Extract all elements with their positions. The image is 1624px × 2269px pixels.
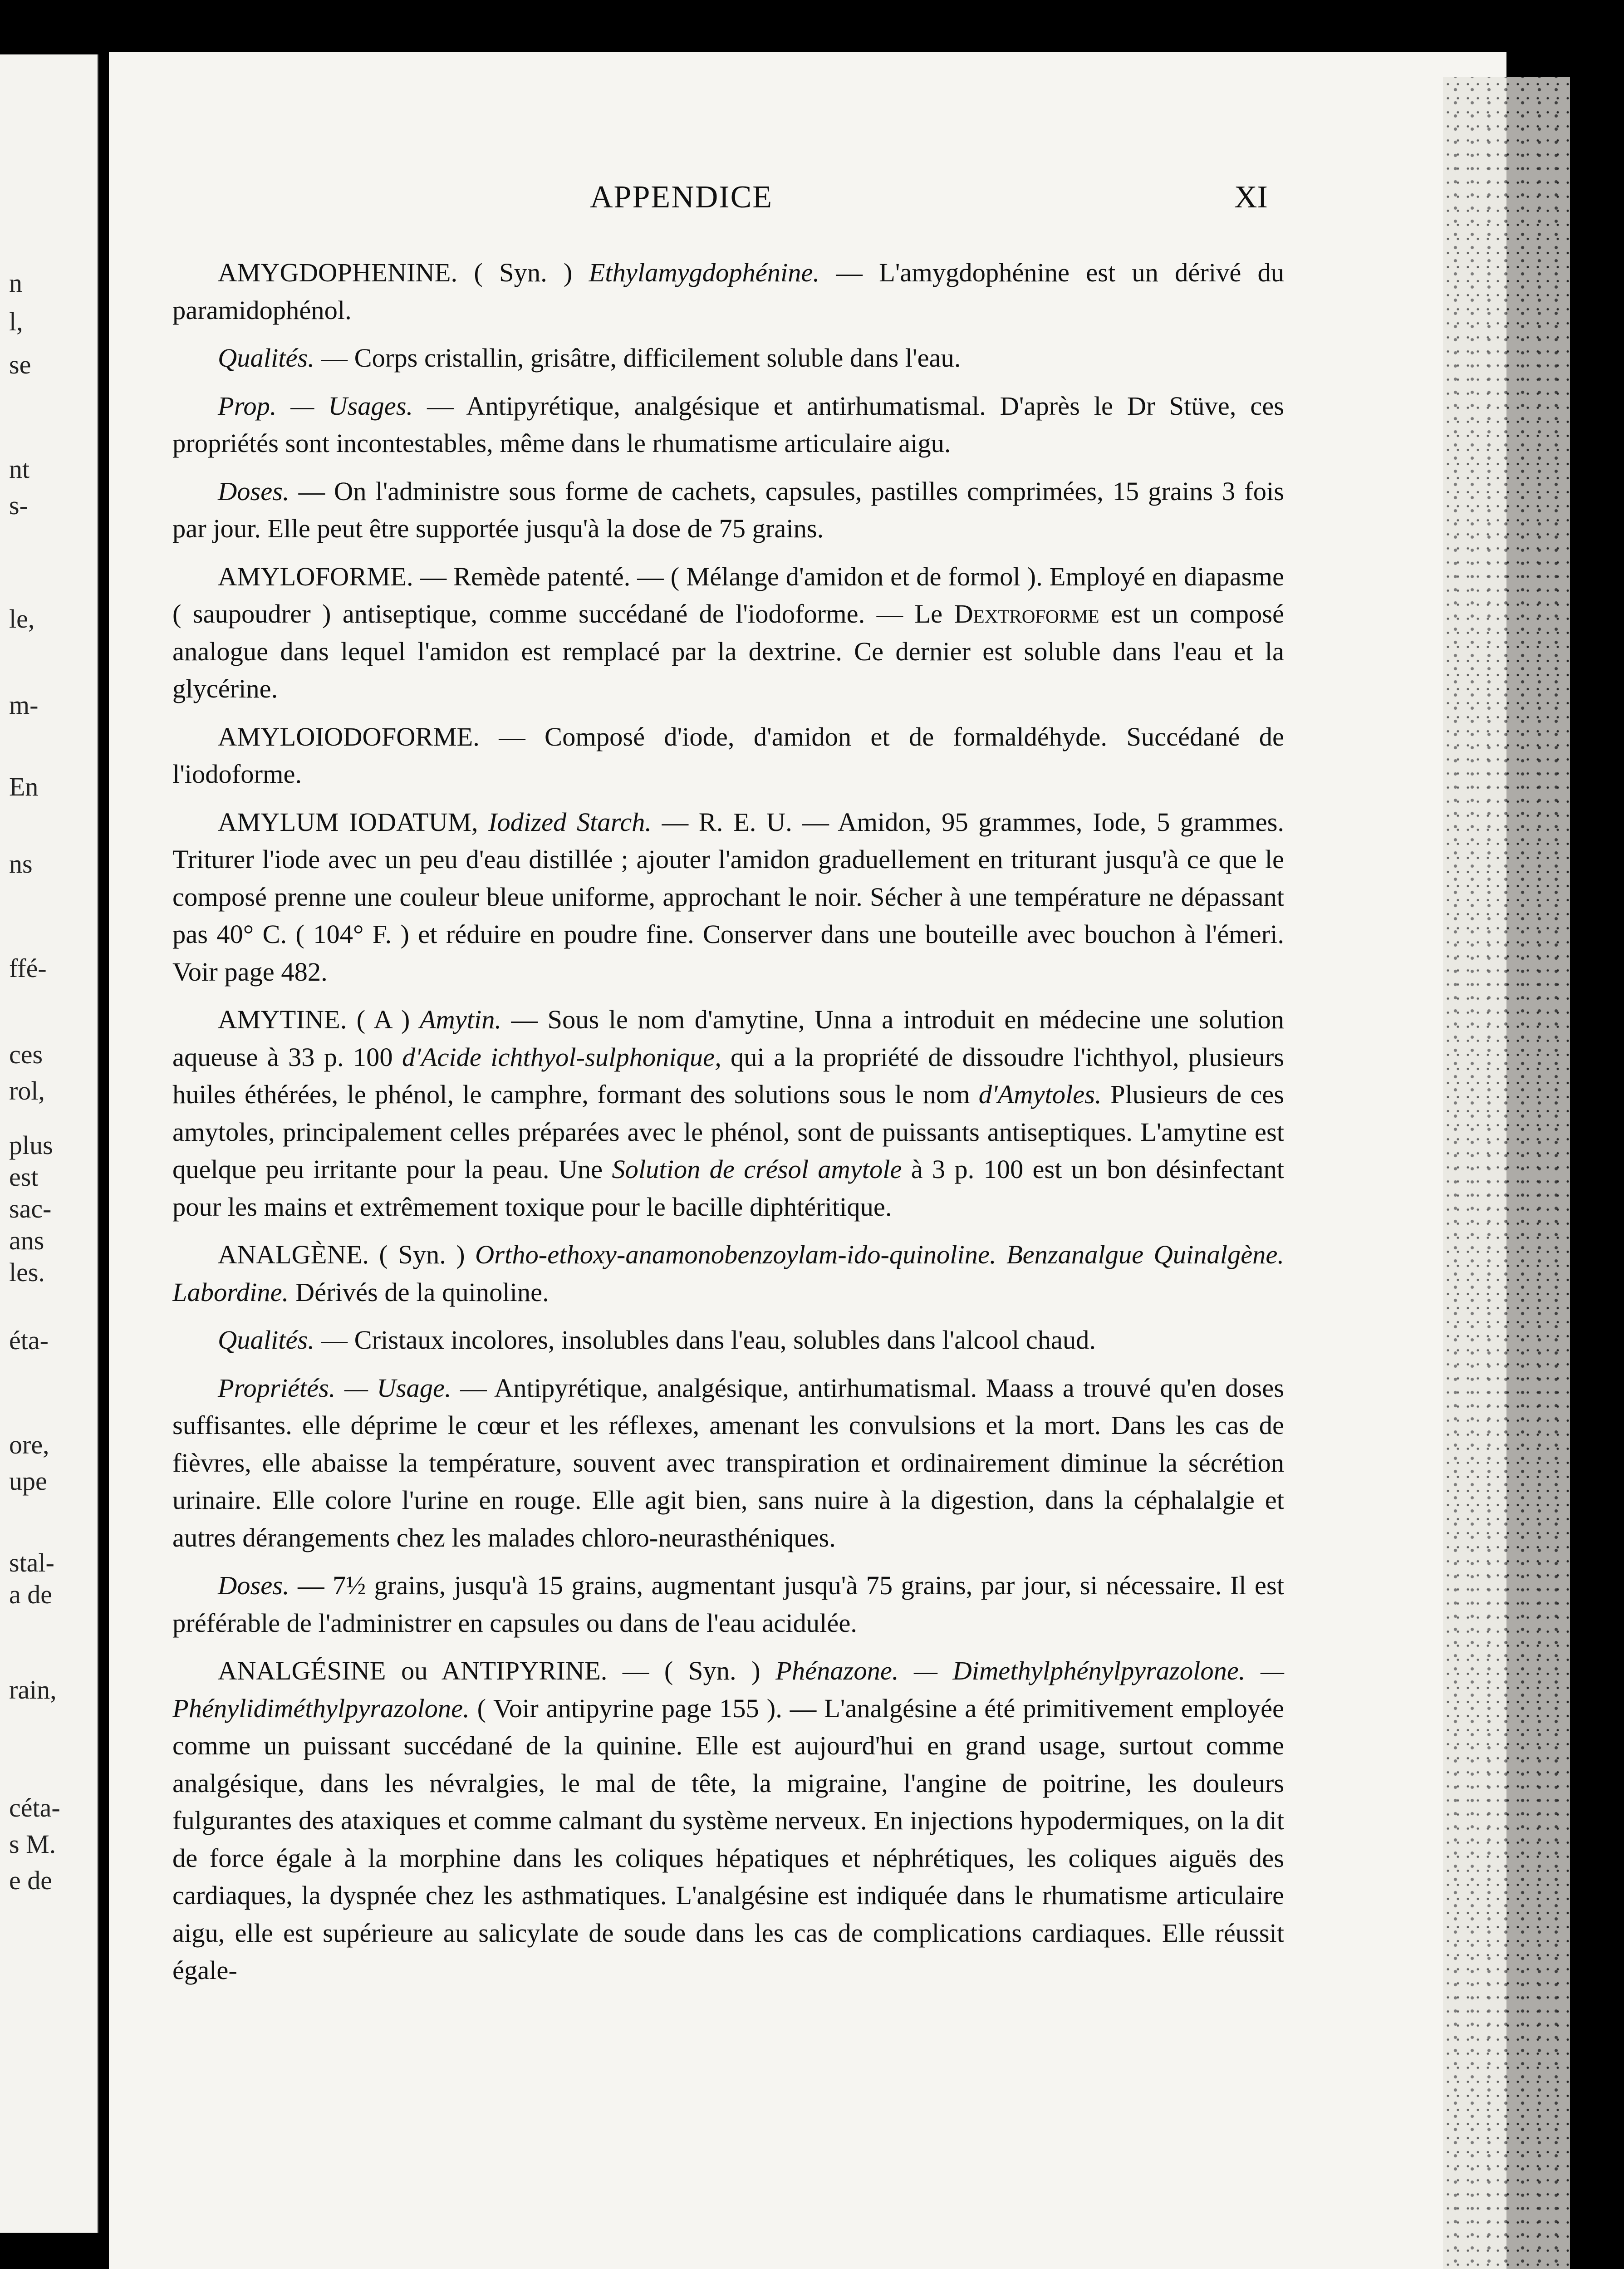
entry-amygdophenine: AMYGDOPHENINE. ( Syn. ) Ethylamygdophénine. — L'amygdophénine est un dérivé du paramidophénol. [172,258,1285,325]
entry-headword: AMYLOFORME. [218,561,413,591]
margin-fragment: céta- [9,1793,60,1822]
margin-fragment: les. [9,1257,45,1287]
entry-analgene: ANALGÈNE. ( Syn. ) Ortho-ethoxy-anamonobenzoylam-ido-quinoline. Benzanalgue Quinalgène. Labordine. Dérivés de la quinoline. [172,1240,1285,1307]
margin-fragment: upe [9,1466,47,1496]
subsection-label: Doses. [218,476,289,506]
entry-headword: ANALGÈNE. [218,1240,369,1269]
margin-fragment: ffé- [9,953,47,983]
entry-headword: AMYTINE. [218,1005,347,1034]
entry-amytine: AMYTINE. ( A ) Amytin. — Sous le nom d'amytine, Unna a introduit en médecine une solution aqueuse à 33 p. 100 d'Acide ichthyol-sulphonique, qui a la propriété de dissoudre l'ichthyol, plusieurs huiles éthérées, le phénol, le camphre, formant des solutions sous le nom d'Amytoles. Plusieurs de ces amytoles, principalement celles préparées avec le phénol, sont de puissants antiseptiques. L'amytine est quelque peu irritante pour la peau. Une Solution de crésol amytole à 3 p. 100 est un bon désinfectant pour les mains et extrêmement toxique pour le bacille diphtéritique. [172,1005,1285,1222]
margin-fragment: ore, [9,1430,49,1459]
margin-fragment: l, [9,307,23,336]
page-body [172,254,1284,2000]
entry-subsection: Propriétés. — Usage. — Antipyrétique, analgésique, antirhumatismal. Maass a trouvé qu'en doses suffisantes. elle déprime le cœur et les réflexes, amenant les convulsions et la mort. Dans les cas de fièvres, elle abaisse la température, souvent avec transpiration et ordinairement diminue la sécrétion urinaire. Elle colore l'urine en rouge. Elle agit bien, sans nuire à la digestion, dans la céphalalgie et autres dérangements chez les malades chloro-neurasthéniques. [172,1373,1284,1552]
entry-amyloiodoforme: AMYLOIODOFORME. — Composé d'iode, d'amidon et de formaldéhyde. Succédané de l'iodoforme. [172,722,1284,789]
entry-subsection: Prop. — Usages. — Antipyrétique, analgésique et antirhumatismal. D'après le Dr Stüve, ces propriétés sont incontestables, même dans le rhumatisme articulaire aigu. [172,391,1285,458]
subsection-label: Doses. [218,1571,289,1600]
margin-fragment: ns [9,849,33,879]
scan-noise-edge [1443,77,1570,2269]
margin-fragment: rol, [9,1076,45,1105]
margin-fragment: ces [9,1040,43,1069]
entry-subsection: Doses. — 7½ grains, jusqu'à 15 grains, augmentant jusqu'à 75 grains, par jour, si nécessaire. Il est préférable de l'administrer en capsules ou dans de l'eau acidulée. [172,1571,1285,1638]
entry-subsection: Qualités. — Corps cristallin, grisâtre, difficilement soluble dans l'eau. [218,343,961,373]
margin-fragment: est [9,1162,39,1192]
margin-fragment: le, [9,604,35,634]
subsection-label: Qualités. [218,343,314,373]
margin-fragment: plus [9,1130,53,1160]
margin-fragment: se [9,350,31,379]
margin-fragment: s M. [9,1829,56,1859]
subsection-label: Prop. — Usages. [218,391,413,421]
margin-fragment: e de [9,1866,52,1895]
entry-headword: AMYLUM IODATUM, [218,807,478,837]
margin-fragment: s- [9,491,28,520]
entry-amylum-iodatum: AMYLUM IODATUM, Iodized Starch. — R. E. U. — Amidon, 95 grammes, Iode, 5 grammes. Triturer l'iode avec un peu d'eau distillée ; ajouter l'amidon graduellement en triturant jusqu'à ce que le composé prenne une couleur bleue uniforme, approchant le noir. Sécher à une température ne dépassant pas 40° C. ( 104° F. ) et réduire en poudre fine. Conserver dans une bouteille avec bouchon à l'émeri. Voir page 482. [172,807,1285,987]
margin-fragment: a de [9,1580,52,1609]
entry-headword: ANALGÉSINE ou ANTIPYRINE. [218,1656,608,1685]
running-header [0,179,1624,225]
entry-amyloforme: AMYLOFORME. — Remède patenté. — ( Mélange d'amidon et de formol ). Employé en diapasme ( saupoudrer ) antiseptique, comme succédané de l'iodoforme. — Le Dextroforme est un composé analogue dans lequel l'amidon est remplacé par la dextrine. Ce dernier est soluble dans l'eau et la glycérine. [172,561,1285,703]
entry-headword: AMYGDOPHENINE. [218,258,458,287]
margin-fragment: n [9,268,22,298]
margin-fragment: nt [9,454,30,484]
entry-analgesine: ANALGÉSINE ou ANTIPYRINE. — ( Syn. ) Phénazone. — Dimethylphénylpyrazolone. — Phénylidiméthylpyrazolone. ( Voir antipyrine page 155 ). — L'analgésine a été primitivement employée comme un puissant succédané de la quinine. Elle est aujourd'hui en grand usage, surtout comme analgésique, dans les névralgies, le mal de tête, la migraine, l'angine de poitrine, les douleurs fulgurantes des ataxiques et comme calmant du système nerveux. En injections hypodermiques, on la dit de force égale à la morphine dans les coliques hépatiques et néphrétiques, les coliques aiguës des cardiaques, la dyspnée chez les asthmatiques. L'analgésine est indiquée dans le rhumatisme articulaire aigu, elle est supérieure au salicylate de soude dans les cas de complications cardiaques. Elle réussit égale- [172,1656,1285,1985]
margin-fragment: m- [9,690,39,720]
margin-fragment: stal- [9,1548,54,1577]
page-number: XI [1234,180,1268,215]
subsection-label: Propriétés. — Usage. [218,1373,451,1403]
entry-headword: AMYLOIODOFORME. [218,722,480,751]
margin-fragment: En [9,772,39,801]
margin-fragment: ans [9,1226,44,1255]
running-title: APPENDICE [590,180,773,215]
entry-subsection: Doses. — On l'administre sous forme de cachets, capsules, pastilles comprimées, 15 grains 3 fois par jour. Elle peut être supportée jusqu'à la dose de 75 grains. [172,476,1285,543]
margin-fragment: sac- [9,1194,52,1223]
previous-page-edge [0,54,99,2233]
margin-fragment: éta- [9,1326,49,1355]
margin-fragment: rain, [9,1675,57,1704]
subsection-label: Qualités. [218,1325,314,1355]
entry-subsection: Qualités. — Cristaux incolores, insolubles dans l'eau, solubles dans l'alcool chaud. [218,1325,1096,1355]
